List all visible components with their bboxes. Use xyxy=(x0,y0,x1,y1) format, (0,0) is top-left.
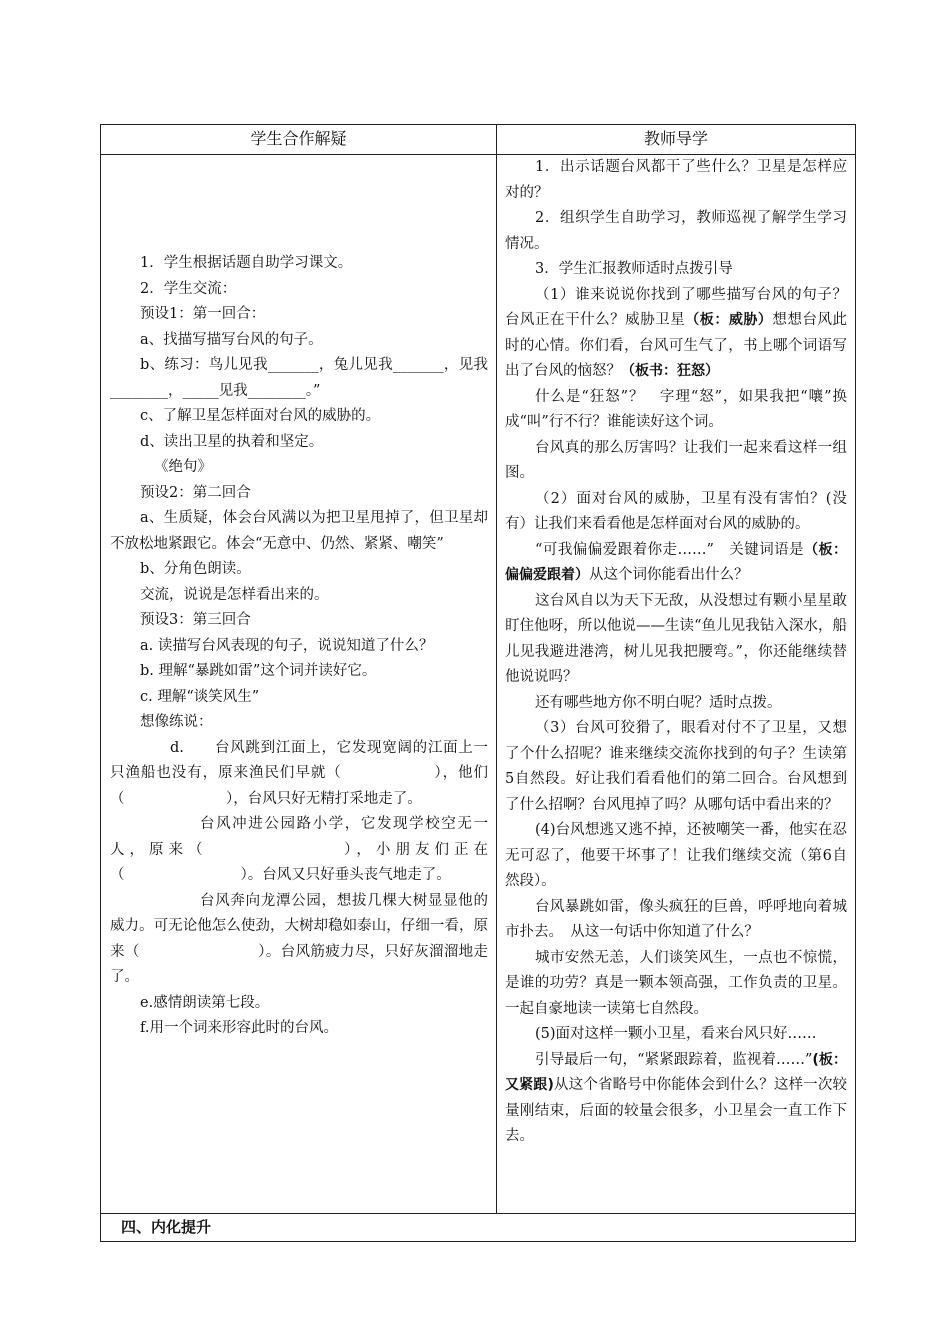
teacher-part-2: （2）面对台风的威胁，卫星有没有害怕？(没有）让我们来看看他是怎样面对台风的威胁的。 xyxy=(505,490,847,532)
preset-2-exchange: 交流，说说是怎样看出来的。 xyxy=(140,586,329,603)
teacher-step-2: 2．组织学生自助学习，教师巡视了解学生学习情况。 xyxy=(505,210,847,252)
keyword-text-a: “可我偏偏爱跟着你走……” 关键词语是 xyxy=(535,541,805,558)
teacher-rage-explain: 什么是“狂怒”？ 字理“怒”，如果我把“嚷”换成“叫”行不行？谁能读好这个词。 xyxy=(505,388,847,430)
imagine-practice: 想像练说： xyxy=(140,714,213,730)
teacher-typhoon-rage: 台风暴跳如雷，像头疯狂的巨兽，呼呼地向着城市扑去。 从这一句话中你知道了什么？ xyxy=(505,898,847,940)
teacher-step-3: 3．学生汇报教师适时点拨引导 xyxy=(535,261,733,277)
imagine-school: 台风冲进公园路小学，它发现学校空无一人，原来（ ），小朋友们正在（ ）。台风又只好垂头丧气地走了。 xyxy=(110,816,488,883)
preset-1-item-a: a、找描写描写台风的句子。 xyxy=(140,331,323,348)
student-step-1: 1．学生根据话题自助学习课文。 xyxy=(140,255,353,271)
teacher-keyword xyxy=(505,538,847,589)
preset-2-item-a: a、生质疑，体会台风满以为把卫星甩掉了，但卫星却不放松地紧跟它。体会“无意中、仍然、紧紧、嘲笑” xyxy=(110,510,488,552)
preset-2-heading: 预设2：第二回合 xyxy=(140,484,251,501)
teacher-part-4: (4)台风想逃又逃不掉，还被嘲笑一番，他实在忍无可忍了，他要干坏事了！让我们继续交流（第6自然段）。 xyxy=(505,822,847,889)
lesson-plan-table xyxy=(100,124,862,1242)
part-1-text-a: （1）谁来说说你找到了哪些描写台风的句子？ 台风正在干什么？威胁卫星 xyxy=(505,286,862,328)
teacher-hints: 还有哪些地方你不明白呢？适时点拨。 xyxy=(535,694,782,711)
poem-title: 《绝句》 xyxy=(154,459,212,475)
board-threat: （板：威胁） xyxy=(685,312,773,328)
preset-3-item-a: a. 读描写台风表现的句子，说说知道了什么？ xyxy=(140,637,434,654)
imagine-park: 台风奔向龙潭公园，想拔几棵大树显显他的威力。可无论他怎么使劲，大树却稳如泰山，仔细一看，原来（ ）。台风筋疲力尽，只好灰溜溜地走了。 xyxy=(110,892,488,985)
preset-1-item-c: c、了解卫星怎样面对台风的威胁的。 xyxy=(140,408,381,424)
teacher-column xyxy=(497,155,862,1213)
header-student-cooperation: 学生合作解疑 xyxy=(101,125,497,155)
preset-1-item-d: d、读出卫星的执着和坚定。 xyxy=(140,433,324,450)
teacher-pictures: 台风真的那么厉害吗？让我们一起来看这样一组图。 xyxy=(505,439,847,481)
teacher-step-1: 1．出示话题台风都干了些什么？卫星是怎样应对的？ xyxy=(505,159,847,201)
preset-3-item-f: f.用一个词来形容此时的台风。 xyxy=(140,1020,338,1036)
student-step-2: 2．学生交流： xyxy=(140,280,237,297)
board-follow-again: (板：又紧跟) xyxy=(505,1051,847,1093)
student-column xyxy=(101,155,497,1213)
teacher-part-3: （3）台风可狡猾了，眼看对付不了卫星，又想了个什么招呢？谁来继续交流你找到的句子？生读第5自然段。好让我们看看他们的第二回合。台风想到了什么招啊？台风甩掉了吗？从哪句话中看出来的？ xyxy=(505,720,847,813)
teacher-final-sentence xyxy=(505,1048,847,1150)
teacher-part-1 xyxy=(505,283,862,385)
teacher-part-5: (5)面对这样一颗小卫星，看来台风只好…… xyxy=(535,1026,817,1042)
board-follow: （板：偏偏爱跟着） xyxy=(505,541,848,583)
preset-2-item-b: b、分角色朗读。 xyxy=(140,561,251,577)
final-text-b: 从这个省略号中你能体会到什么？这样一次较量刚结束，后面的较量会很多，小卫星会一直工作下去。 xyxy=(505,1077,847,1144)
preset-3-item-c: c. 理解“谈笑风生” xyxy=(140,688,260,705)
board-rage: （板书：狂怒） xyxy=(621,363,719,379)
preset-3-item-e: e.感情朗读第七段。 xyxy=(140,994,270,1011)
final-text-a: 引导最后一句，“紧紧跟踪着，监视着……” xyxy=(535,1051,813,1068)
preset-1-item-b: b、练习：鸟儿见我_______，兔儿见我_______，见我________，_____见我________。” xyxy=(110,357,488,399)
section-internalize: 四、内化提升 xyxy=(101,1213,855,1241)
imagine-river: d. 台风跳到江面上，它发现宽阔的江面上一只渔船也没有，原来渔民们早就（ ），他们（ ），台风只好无精打采地走了。 xyxy=(110,739,488,807)
teacher-city-safe: 城市安然无恙，人们谈笑风生，一点也不惊慌，是谁的功劳？真是一颗本领高强，工作负责的卫星。一起自豪地读一读第七自然段。 xyxy=(505,949,847,1017)
keyword-text-b: 从这个词你能看出什么？ xyxy=(589,567,749,583)
preset-3-heading: 预设3：第三回合 xyxy=(140,612,251,628)
preset-1-heading: 预设1：第一回合： xyxy=(140,306,266,322)
preset-3-item-b: b. 理解“暴跳如雷”这个词并读好它。 xyxy=(140,663,377,679)
part-1-text-b: 想想台风此时的心情。你们看，台风可生气了，书上哪个词语写出了台风的恼怒？ xyxy=(505,312,848,379)
teacher-typhoon-boast: 这台风自以为天下无敌，从没想过有颗小星星敢盯住他呀，所以他说——生读“鱼儿见我钻入深水，船儿见我避进港湾，树儿见我把腰弯。”，你还能继续替他说说吗？ xyxy=(505,592,847,685)
header-teacher-guidance: 教师导学 xyxy=(497,125,855,155)
